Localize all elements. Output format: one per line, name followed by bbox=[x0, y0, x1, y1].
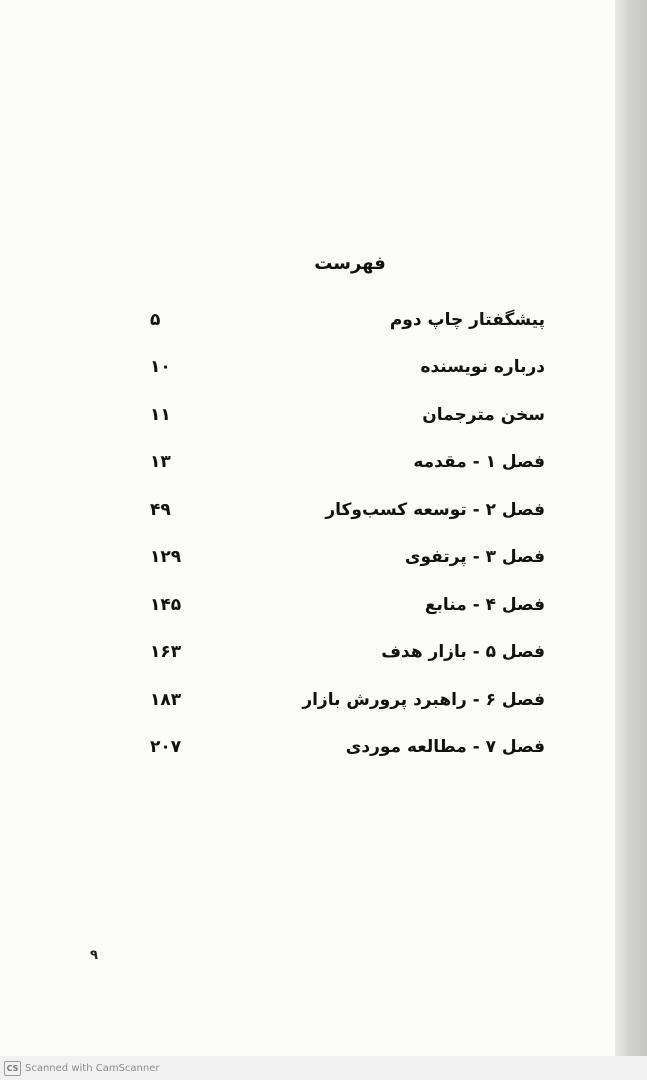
toc-entry bbox=[150, 581, 545, 629]
toc-entry-label: فصل ۲ - توسعه کسب‌وکار bbox=[325, 499, 545, 520]
toc-entry bbox=[150, 676, 545, 724]
toc-entry bbox=[150, 344, 545, 392]
toc-entry-page: ۱۲۹ bbox=[150, 547, 182, 568]
toc-entry bbox=[150, 296, 545, 344]
toc-entry-label: فصل ۷ - مطالعه موردی bbox=[345, 737, 545, 758]
toc-entry-label: فصل ۱ - مقدمه bbox=[413, 452, 545, 473]
camscanner-logo-icon: CS bbox=[4, 1061, 21, 1076]
toc-entry bbox=[150, 629, 545, 677]
toc-entry-page: ۱۱ bbox=[150, 404, 171, 425]
toc-entry bbox=[150, 391, 545, 439]
toc-entry-page: ۲۰۷ bbox=[150, 737, 182, 758]
toc-entry-label: درباره نویسنده bbox=[420, 357, 545, 378]
toc-entry-page: ۱۶۳ bbox=[150, 642, 182, 663]
page-number: ۹ bbox=[90, 948, 98, 963]
toc-entry-page: ۴۹ bbox=[150, 499, 171, 520]
toc-entry bbox=[150, 724, 545, 772]
toc-entry-label: فصل ۶ - راهبرد پرورش بازار bbox=[302, 689, 545, 710]
toc-entry-page: ۵ bbox=[150, 309, 161, 330]
toc-entry-label: فصل ۳ - پرتفوی bbox=[404, 547, 545, 568]
toc-entry-page: ۱۰ bbox=[150, 357, 171, 378]
toc-entry-label: فصل ۵ - بازار هدف bbox=[381, 642, 545, 663]
scanner-watermark-text: Scanned with CamScanner bbox=[25, 1062, 160, 1074]
toc-entry-page: ۱۸۳ bbox=[150, 689, 182, 710]
toc-entry-page: ۱۳ bbox=[150, 452, 171, 473]
toc-entry bbox=[150, 486, 545, 534]
toc-entry-label: پیشگفتار چاپ دوم bbox=[389, 309, 545, 330]
toc-entry-label: فصل ۴ - منابع bbox=[424, 594, 545, 615]
toc-entry-label: سخن مترجمان bbox=[422, 404, 545, 425]
toc-list bbox=[150, 296, 545, 771]
toc-entry bbox=[150, 439, 545, 487]
toc-entry-page: ۱۴۵ bbox=[150, 594, 182, 615]
toc-entry bbox=[150, 534, 545, 582]
page-edge-shadow bbox=[615, 0, 647, 1056]
scanner-watermark bbox=[4, 1060, 160, 1076]
toc-title: فهرست bbox=[314, 253, 386, 274]
